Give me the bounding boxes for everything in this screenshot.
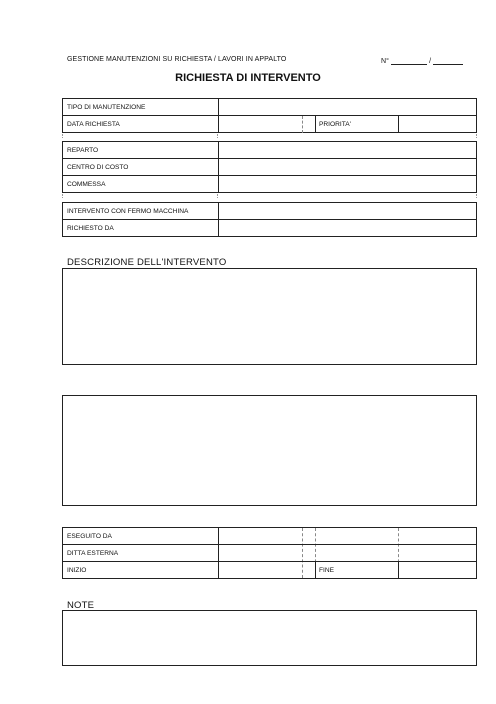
centro-label: CENTRO DI COSTO: [67, 164, 129, 171]
section-esecuzione: [62, 527, 477, 579]
tick: [62, 134, 63, 138]
descrizione-title: DESCRIZIONE DELL'INTERVENTO: [67, 257, 227, 268]
form-category: GESTIONE MANUTENZIONI SU RICHIESTA / LAVORI IN APPALTO: [67, 56, 287, 63]
centro-row[interactable]: [63, 159, 476, 176]
divider: [398, 562, 399, 579]
commessa-row[interactable]: [63, 176, 476, 193]
ditta-row[interactable]: [63, 545, 476, 562]
tick: [476, 194, 477, 198]
tipo-label: TIPO DI MANUTENZIONE: [67, 104, 146, 111]
divider: [315, 116, 316, 133]
dashed-divider: [302, 116, 303, 133]
tick: [217, 134, 218, 138]
section-tipo-data: [62, 98, 477, 133]
fine-label: FINE: [319, 567, 335, 574]
data-label: DATA RICHIESTA: [67, 121, 120, 128]
data-row[interactable]: [63, 116, 476, 133]
inizio-row[interactable]: [63, 562, 476, 579]
number-separator: /: [429, 58, 432, 65]
tick: [217, 194, 218, 198]
reparto-label: REPARTO: [67, 147, 99, 154]
number-field[interactable]: [381, 56, 463, 65]
richiesto-row[interactable]: [63, 220, 476, 237]
number-label: N°: [381, 58, 390, 65]
ditta-label: DITTA ESTERNA: [67, 550, 119, 557]
note-box[interactable]: [62, 610, 477, 666]
descrizione-box-2[interactable]: [62, 395, 477, 506]
eseguito-label: ESEGUITO DA: [67, 533, 112, 540]
note-title: NOTE: [67, 600, 95, 611]
reparto-row[interactable]: [63, 142, 476, 159]
page-title: RICHIESTA DI INTERVENTO: [175, 72, 321, 84]
eseguito-row[interactable]: [63, 528, 476, 545]
number-line: [391, 56, 427, 65]
section-fermo: [62, 202, 477, 237]
fermo-row[interactable]: [63, 203, 476, 220]
tipo-row[interactable]: [63, 99, 476, 116]
divider: [315, 562, 316, 579]
year-line: [433, 56, 463, 65]
section-reparto: [62, 141, 477, 193]
fermo-label: INTERVENTO CON FERMO MACCHINA: [67, 208, 189, 215]
tick: [62, 194, 63, 198]
richiesto-label: RICHIESTO DA: [67, 225, 114, 232]
tick: [476, 134, 477, 138]
commessa-label: COMMESSA: [67, 181, 106, 188]
descrizione-box[interactable]: [62, 268, 477, 365]
divider: [398, 116, 399, 133]
priorita-label: PRIORITA': [319, 121, 351, 128]
inizio-label: INIZIO: [67, 567, 87, 574]
